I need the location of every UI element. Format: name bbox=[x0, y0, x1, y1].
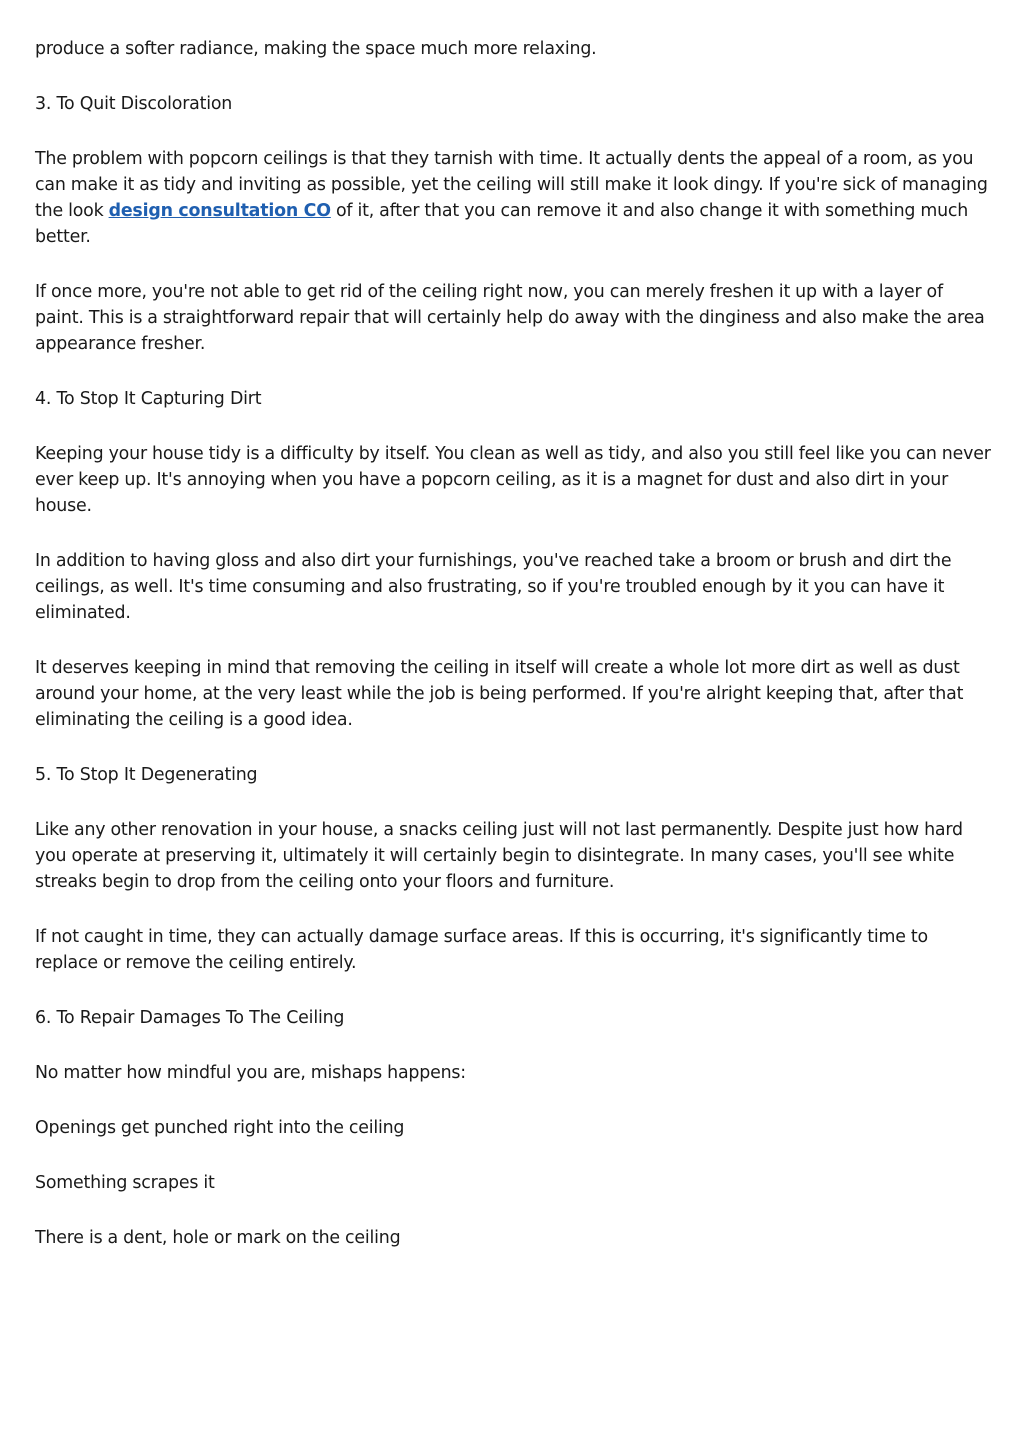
paragraph-renovation-decay: Like any other renovation in your house, a snacks ceiling just will not last permanently. Despite just how hard you operate at preserving it, ultimately it will certainly begin to disintegrate. In many cases, you'll see white streaks begin to drop from the ceiling onto your floors and furniture. bbox=[35, 820, 963, 892]
design-consultation-link[interactable]: design consultation CO bbox=[108, 201, 331, 221]
paragraph-discoloration bbox=[35, 146, 995, 250]
paragraph-dust-furnishings: In addition to having gloss and also dirt your furnishings, you've reached take a broom or brush and dirt the ceilings, as well. It's time consuming and also frustrating, so if you're troubled enough by it you can have it eliminated. bbox=[35, 551, 952, 623]
paragraph-house-tidy: Keeping your house tidy is a difficulty by itself. You clean as well as tidy, and also you still feel like you can never ever keep up. It's annoying when you have a popcorn ceiling, as it is a magnet for dust and also dirt in your house. bbox=[35, 444, 991, 516]
list-item-scrapes: Something scrapes it bbox=[35, 1173, 215, 1193]
paragraph-removal-dust: It deserves keeping in mind that removing the ceiling in itself will create a whole lot more dirt as well as dust around your home, at the very least while the job is being performed. If you're alright keeping that, after that eliminating the ceiling is a good idea. bbox=[35, 658, 964, 730]
heading-quit-discoloration: 3. To Quit Discoloration bbox=[35, 94, 233, 114]
paragraph-paint-refresh: If once more, you're not able to get rid of the ceiling right now, you can merely freshen it up with a layer of paint. This is a straightforward repair that will certainly help do away with the dinginess and also make the area appearance fresher. bbox=[35, 282, 985, 354]
list-item-openings: Openings get punched right into the ceiling bbox=[35, 1118, 405, 1138]
heading-stop-capturing-dirt: 4. To Stop It Capturing Dirt bbox=[35, 389, 262, 409]
heading-repair-damages: 6. To Repair Damages To The Ceiling bbox=[35, 1008, 345, 1028]
paragraph-text-after-link: of it, after that you can remove it and also change it with something much better. bbox=[35, 201, 969, 247]
list-item-dent-hole: There is a dent, hole or mark on the ceiling bbox=[35, 1228, 401, 1248]
document-page bbox=[35, 36, 995, 1280]
paragraph-intro: produce a softer radiance, making the space much more relaxing. bbox=[35, 39, 597, 59]
heading-stop-degenerating: 5. To Stop It Degenerating bbox=[35, 765, 258, 785]
paragraph-surface-damage: If not caught in time, they can actually damage surface areas. If this is occurring, it's significantly time to replace or remove the ceiling entirely. bbox=[35, 927, 928, 973]
paragraph-mishaps: No matter how mindful you are, mishaps happens: bbox=[35, 1063, 466, 1083]
paragraph-text-before-link: The problem with popcorn ceilings is that they tarnish with time. It actually dents the appeal of a room, as you can make it as tidy and inviting as possible, yet the ceiling will still make it look dingy. If you're sick of managing the look bbox=[35, 149, 988, 221]
